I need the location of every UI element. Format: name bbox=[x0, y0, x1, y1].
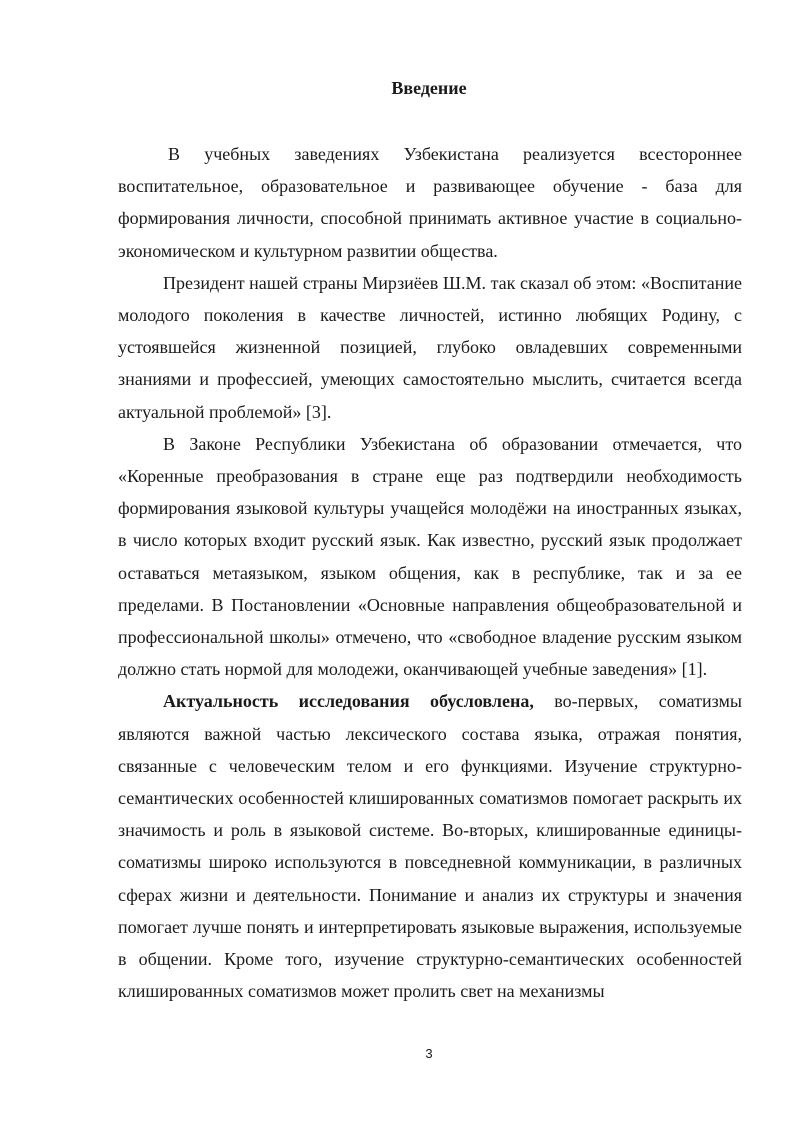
paragraph-4 bbox=[118, 685, 742, 1007]
paragraph-2-text: Президент нашей страны Мирзиёев Ш.М. так сказал об этом: «Воспитание молодого поколения в качестве личностей, истинно любящих Родину, с устоявшейся жизненной позицией, глубоко овладевших современными знаниями и профессией, умеющих самостоятельно мыслить, считается всегда актуальной проблемой» [3]. bbox=[118, 272, 742, 422]
paragraph-1-text: В учебных заведениях Узбекистана реализуется всестороннее воспитательное, образовательное и развивающее обучение - база для формирования личности, способной принимать активное участие в социально-экономическом и культурном развитии общества. bbox=[118, 144, 742, 261]
paragraph-4-text: во-первых, соматизмы являются важной частью лексического состава языка, отражая понятия, связанные с человеческим телом и его функциями. Изучение структурно-семантических особенностей клишированных соматизмов помогает раскрыть их значимость и роль в языковой системе. Во-вторых, клишированные единицы-соматизмы широко используются в повседневной коммуникации, в различных сферах жизни и деятельности. Понимание и анализ их структуры и значения помогает лучше понять и интерпретировать языковые выражения, используемые в общении. Кроме того, изучение структурно-семантических особенностей клишированных соматизмов может пролить свет на механизмы bbox=[118, 691, 742, 1002]
paragraph-2 bbox=[118, 267, 742, 428]
page-title: Введение bbox=[391, 78, 467, 98]
document-body bbox=[118, 138, 742, 1007]
paragraph-4-lead: Актуальность исследования обусловлена, bbox=[163, 691, 534, 712]
paragraph-3-text: В Законе Республики Узбекистана об образовании отмечается, что «Коренные преобразования в стране еще раз подтвердили необходимость формирования языковой культуры учащейся молодёжи на иностранных языках, в число которых входит русский язык. Как известно, русский язык продолжает оставаться метаязыком, языком общения, как в республике, так и за ее пределами. В Постановлении «Основные направления общеобразовательной и профессиональной школы» отмечено, что «свободное владение русским языком должно стать нормой для молодежи, оканчивающей учебные заведения» [1]. bbox=[118, 433, 742, 680]
paragraph-3 bbox=[118, 428, 742, 686]
page-number: 3 bbox=[425, 1046, 433, 1061]
paragraph-1 bbox=[118, 138, 742, 267]
